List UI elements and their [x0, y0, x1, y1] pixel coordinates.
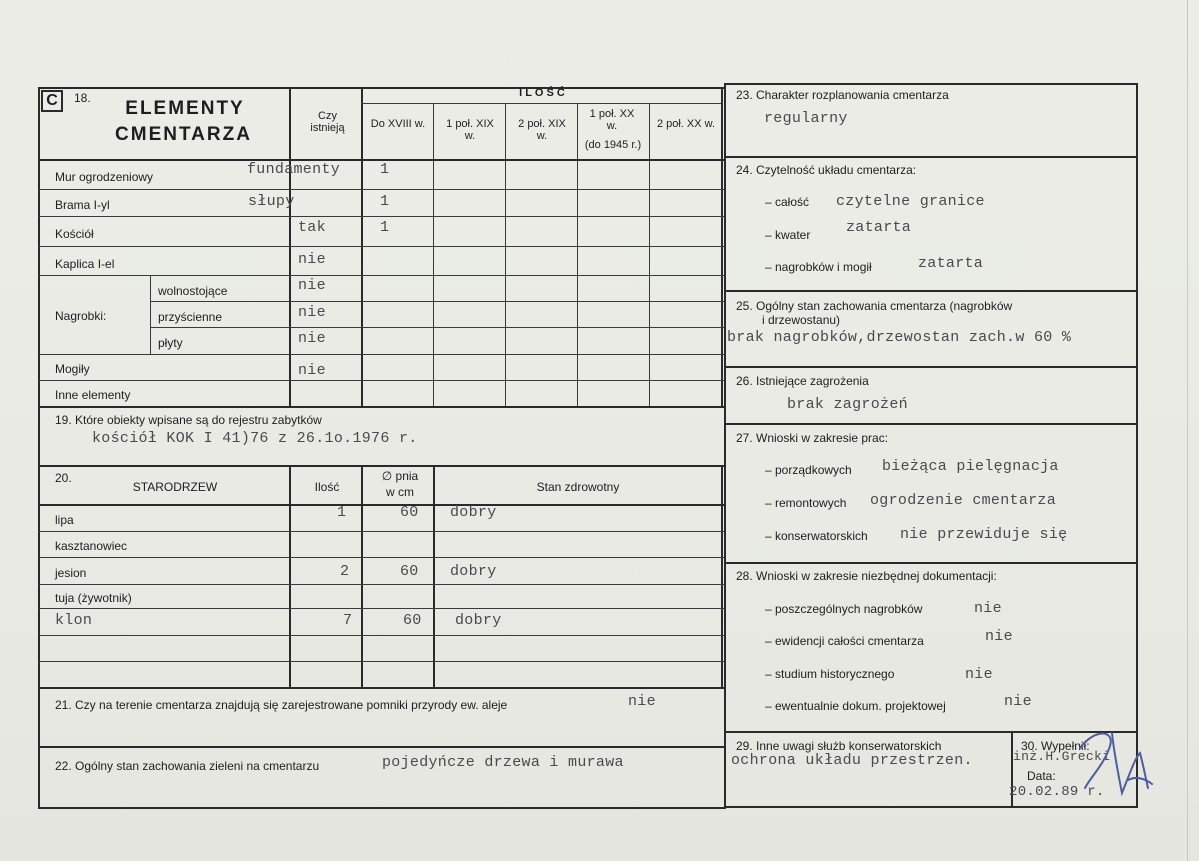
- header-1pol-xix: 1 poł. XIX w.: [446, 118, 494, 143]
- tree-row-ilosc: 2: [340, 563, 350, 580]
- row-plyty-label: płyty: [158, 336, 183, 350]
- tree-row-name-typed: klon: [55, 612, 93, 629]
- q30-label: 30. Wypełnił:: [1021, 739, 1090, 753]
- elements-title-line1: ELEMENTY: [125, 98, 245, 119]
- q26-label: 26. Istniejące zagrożenia: [736, 374, 869, 388]
- section-letter-box: C: [41, 90, 63, 112]
- q20-title: STARODRZEW: [132, 480, 218, 494]
- tree-row-name: lipa: [55, 513, 74, 527]
- row-kosciol-do18: 1: [380, 219, 390, 236]
- q28-b-value: nie: [985, 628, 1013, 645]
- elements-title-line2: CMENTARZA: [115, 124, 252, 145]
- row-mogily-czy: nie: [298, 362, 326, 379]
- tree-row-pien: 60: [403, 612, 422, 629]
- row-mur-do18: 1: [380, 161, 390, 178]
- q26-value: brak zagrożeń: [787, 396, 908, 413]
- q20-col-ilosc: Ilość: [314, 480, 340, 494]
- q24-kwater-label: – kwater: [765, 228, 811, 242]
- header-do-xviii: Do XVIII w.: [370, 118, 426, 130]
- tree-row-name: kasztanowiec: [55, 539, 128, 553]
- header-ilosc: I L O Ś Ć: [519, 87, 565, 99]
- q24-label: 24. Czytelność układu cmentarza:: [736, 163, 917, 177]
- q21-label: 21. Czy na terenie cmentarza znajdują się zarejestrowane pomniki przyrody ew. aleje: [55, 698, 508, 712]
- q25-label-a: 25. Ogólny stan zachowania cmentarza (nagrobków: [736, 299, 1013, 313]
- header-2pol-xx: 2 poł. XX w.: [656, 118, 716, 130]
- tree-row-name: jesion: [55, 566, 87, 580]
- header-2pol-xix: 2 poł. XIX w.: [518, 118, 566, 143]
- q29-label: 29. Inne uwagi służb konserwatorskich: [736, 739, 942, 753]
- handwritten-signature: [1040, 718, 1160, 808]
- header-1pol-xx-note: (do 1945 r.): [584, 139, 642, 151]
- q28-d-value: nie: [1004, 693, 1032, 710]
- row-mur-label: Mur ogrodzeniowy: [55, 170, 154, 184]
- row-mogily-label: Mogiły: [55, 362, 90, 376]
- q27-porz-value: bieżąca pielęgnacja: [882, 458, 1059, 475]
- q24-calosc-label: – całość: [765, 195, 810, 209]
- q24-kwater-value: zatarta: [846, 219, 912, 236]
- q27-kons-label: – konserwatorskich: [765, 529, 868, 543]
- q19-label: 19. Które obiekty wpisane są do rejestru zabytków: [55, 413, 322, 427]
- row-mur-czy: fundamenty: [247, 161, 341, 178]
- tree-row-stan: dobry: [450, 504, 497, 521]
- q25-value: brak nagrobków,drzewostan zach.w 60 %: [727, 329, 1072, 346]
- q27-label: 27. Wnioski w zakresie prac:: [736, 431, 889, 445]
- row-kosciol-czy: tak: [298, 219, 326, 236]
- q28-a-label: – poszczególnych nagrobków: [765, 602, 923, 616]
- row-kosciol-label: Kościół: [55, 227, 94, 241]
- q24-calosc-value: czytelne granice: [836, 193, 985, 210]
- q20-number: 20.: [55, 471, 72, 485]
- tree-row-ilosc: 7: [343, 612, 353, 629]
- q28-c-label: – studium historycznego: [765, 667, 895, 681]
- q19-value: kościół KOK I 41)76 z 26.1o.1976 r.: [92, 430, 418, 447]
- header-1pol-xx: 1 poł. XX w.: [589, 108, 635, 133]
- header-czy-istnieja: Czy istnieją: [310, 110, 345, 135]
- row-brama-czy: słupy: [248, 193, 295, 210]
- q28-b-label: – ewidencji całości cmentarza: [765, 634, 924, 648]
- row-inne-label: Inne elementy: [55, 388, 131, 402]
- tree-row-pien: 60: [400, 563, 419, 580]
- q30-date-value: 20.02.89 r.: [1009, 784, 1105, 800]
- tree-row-stan: dobry: [455, 612, 502, 629]
- row-wolnostojace-czy: nie: [298, 277, 326, 294]
- q27-kons-value: nie przewiduje się: [900, 526, 1068, 543]
- q27-rem-value: ogrodzenie cmentarza: [870, 492, 1057, 509]
- tree-row-ilosc: 1: [337, 504, 347, 521]
- q20-col-pnia-b: w cm: [386, 485, 414, 499]
- row-wolnostojace-label: wolnostojące: [158, 284, 228, 298]
- q22-label: 22. Ogólny stan zachowania zieleni na cmentarzu: [55, 759, 320, 773]
- q23-label: 23. Charakter rozplanowania cmentarza: [736, 88, 949, 102]
- q28-d-label: – ewentualnie dokum. projektowej: [765, 699, 946, 713]
- q24-nagrobkow-label: – nagrobków i mogił: [765, 260, 872, 274]
- q27-porz-label: – porządkowych: [765, 463, 852, 477]
- q29-value: ochrona układu przestrzen.: [731, 752, 973, 769]
- row-brama-do18: 1: [380, 193, 390, 210]
- tree-row-name: tuja (żywotnik): [55, 591, 132, 605]
- q30-value: inż.H.Grecki: [1013, 749, 1111, 764]
- q20-col-pnia-a: ∅ pnia: [381, 469, 419, 483]
- q22-value: pojedyńcze drzewa i murawa: [382, 754, 624, 771]
- q20-col-stan: Stan zdrowotny: [536, 480, 620, 494]
- q28-a-value: nie: [974, 600, 1002, 617]
- row-brama-label: Brama I-yl: [55, 198, 110, 212]
- q21-value: nie: [628, 693, 656, 710]
- row-nagrobki-label: Nagrobki:: [55, 309, 107, 323]
- section-number: 18.: [74, 91, 91, 105]
- q28-c-value: nie: [965, 666, 993, 683]
- tree-row-stan: dobry: [450, 563, 497, 580]
- row-przyscienne-label: przyścienne: [158, 310, 223, 324]
- q28-label: 28. Wnioski w zakresie niezbędnej dokumentacji:: [736, 569, 997, 583]
- q24-nagrobkow-value: zatarta: [918, 255, 984, 272]
- tree-row-pien: 60: [400, 504, 419, 521]
- q30-date-label: Data:: [1027, 769, 1056, 783]
- q25-label-b: i drzewostanu): [762, 313, 841, 327]
- q27-rem-label: – remontowych: [765, 496, 847, 510]
- row-kaplica-czy: nie: [298, 251, 326, 268]
- row-plyty-czy: nie: [298, 330, 326, 347]
- q23-value: regularny: [764, 110, 848, 127]
- row-przyscienne-czy: nie: [298, 304, 326, 321]
- row-kaplica-label: Kaplica I-el: [55, 257, 115, 271]
